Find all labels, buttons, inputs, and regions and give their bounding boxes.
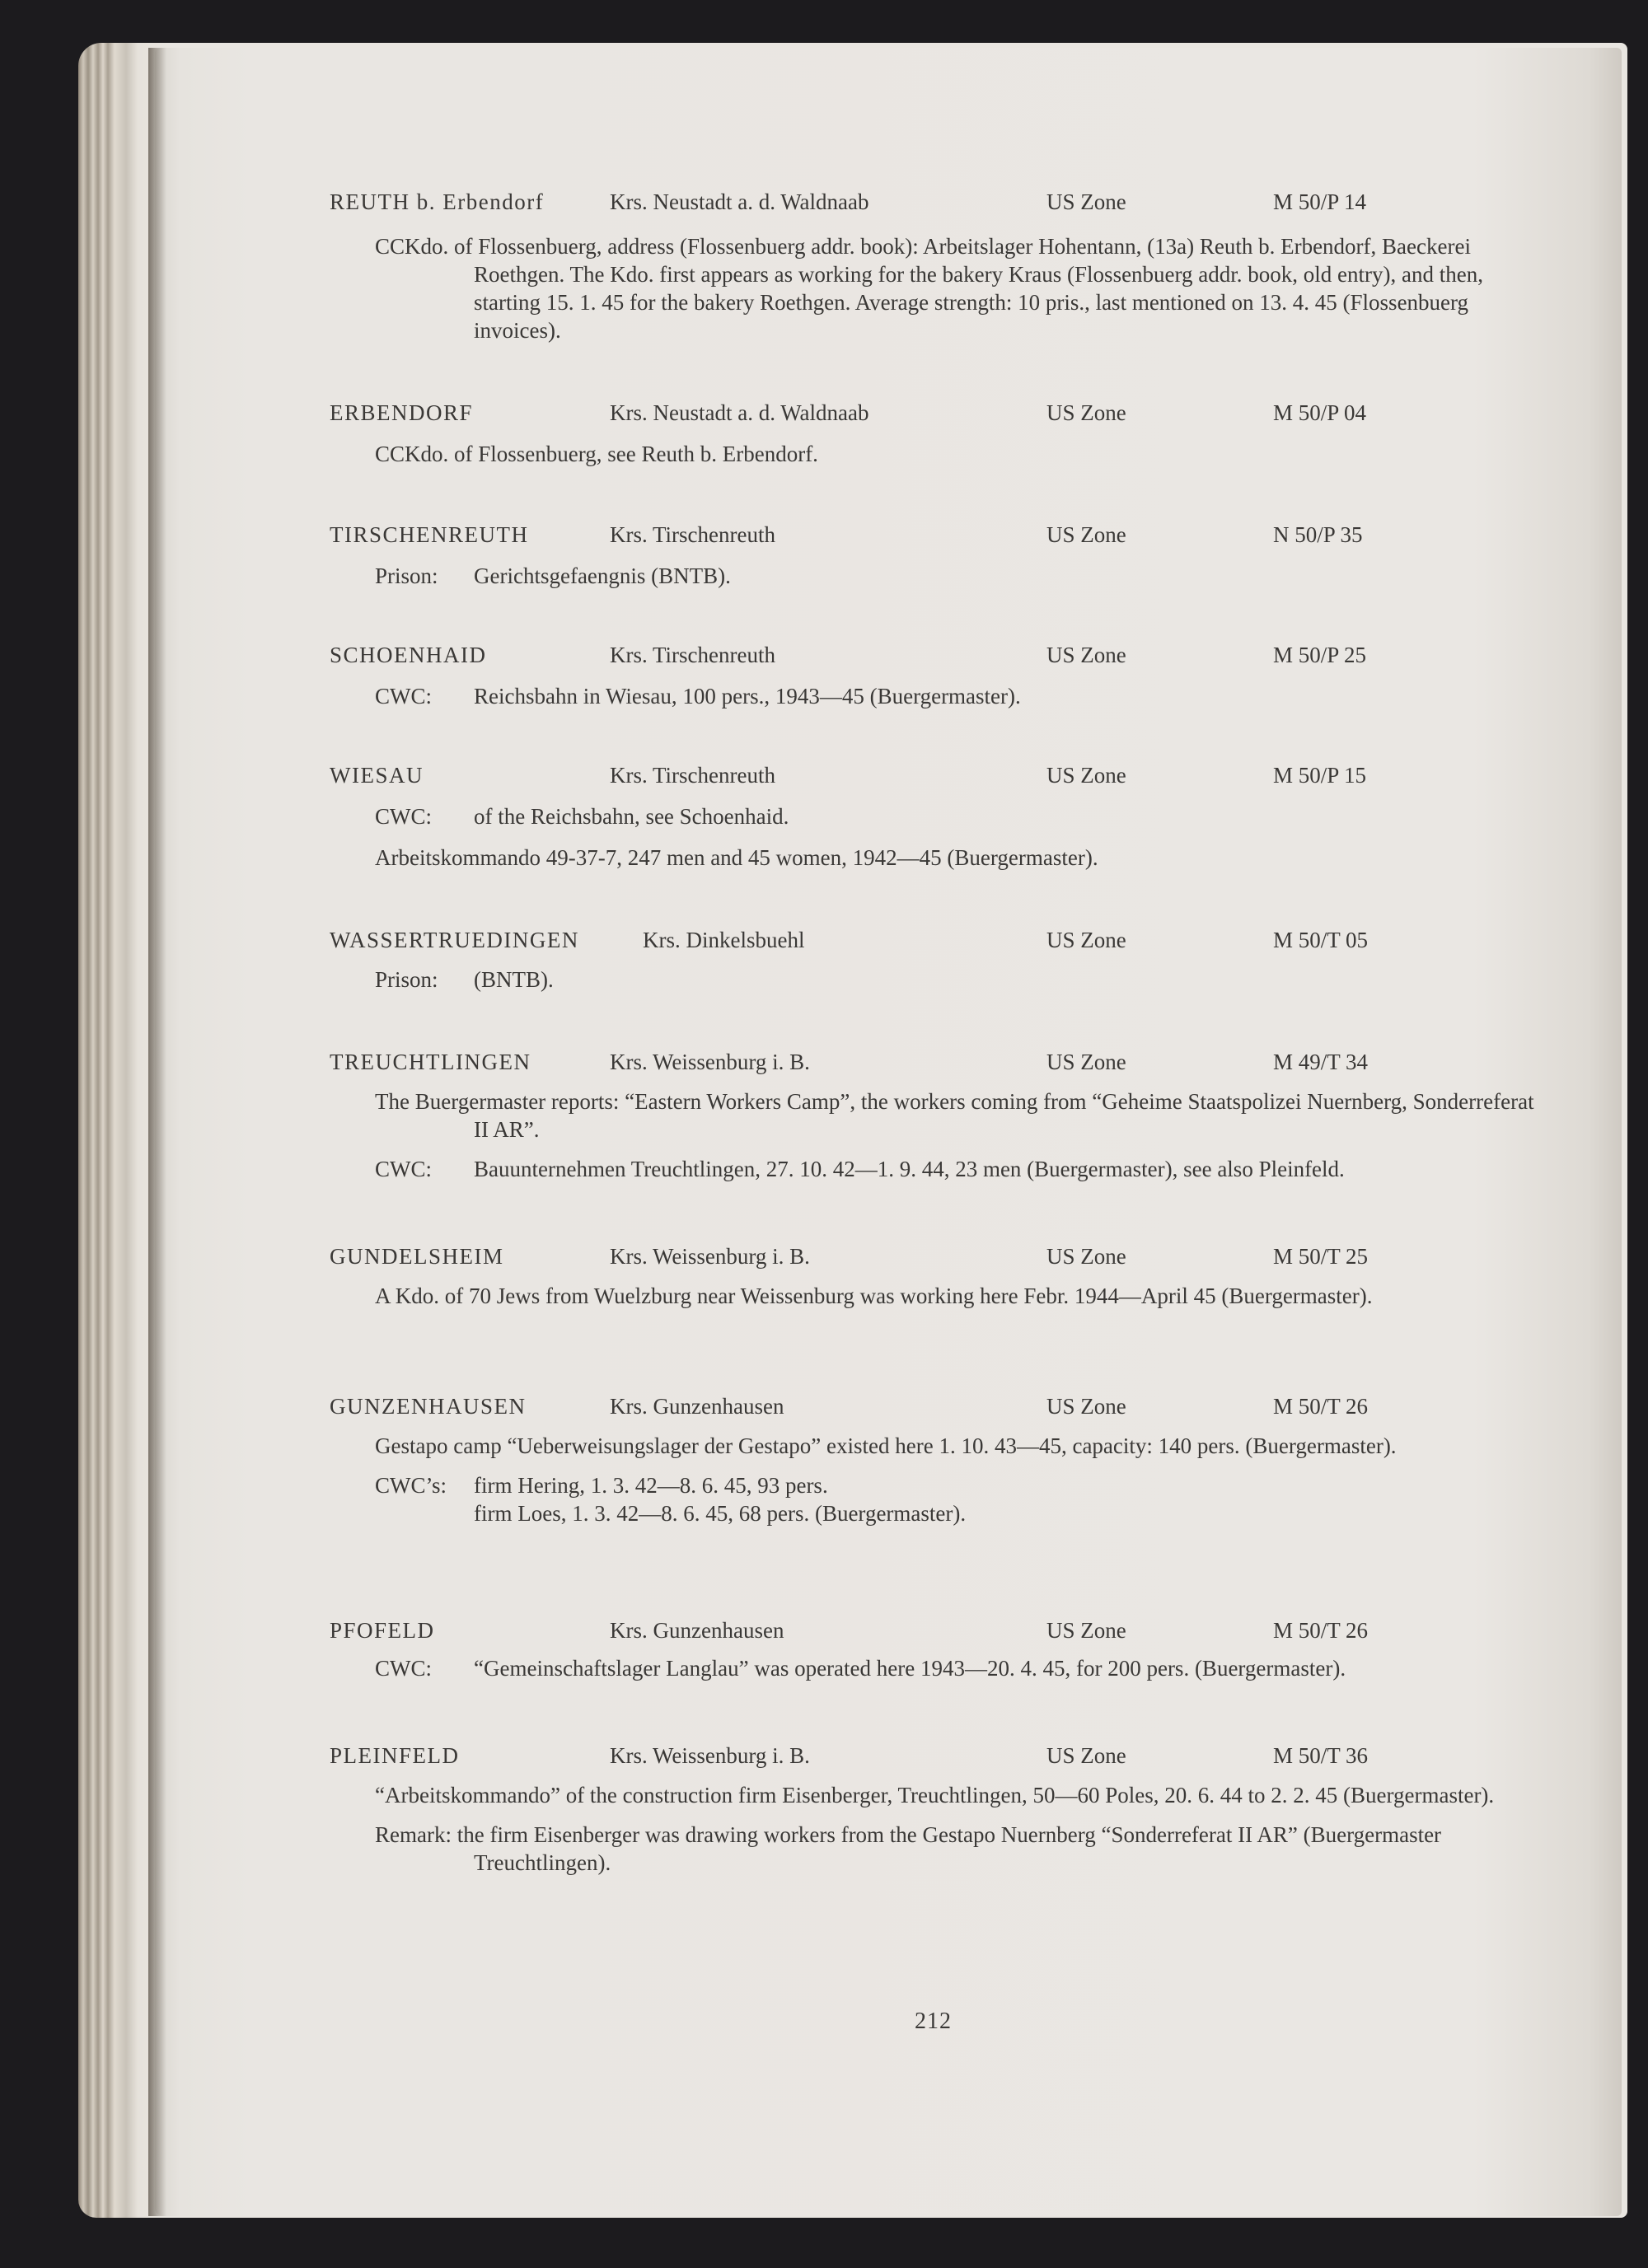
place-name: WIESAU [330,763,424,788]
entry-wiesau [330,761,1549,872]
entry-tirschenreuth [330,521,1549,590]
zone-label: US Zone [1046,1244,1126,1269]
entry-pleinfeld [330,1742,1549,1877]
note-label: Prison: [375,563,438,588]
entry-pfofeld [330,1616,1549,1682]
note-label: CWC: [375,804,433,829]
entry-description: “Arbeitskommando” of the construction firm Eisenberger, Treuchtlingen, 50—60 Poles, 20. 6. 44 to 2. 2. 45 (Buergermaster). [375,1783,1495,1807]
zone-label: US Zone [1046,400,1126,425]
note-text: firm Hering, 1. 3. 42—8. 6. 45, 93 pers. [474,1473,828,1498]
map-grid-ref: M 50/P 14 [1273,189,1367,214]
district-name: Krs. Tirschenreuth [610,522,775,547]
entry-header [330,926,1549,959]
entry-header [330,761,1549,794]
map-grid-ref: M 50/P 15 [1273,763,1367,788]
place-name: GUNDELSHEIM [330,1244,504,1269]
entry-gundelsheim [330,1242,1549,1310]
place-name: SCHOENHAID [330,643,487,667]
entry-note [330,966,1549,994]
entry-header [330,399,1549,432]
entry-erbendorf [330,399,1549,468]
entry-treuchtlingen [330,1048,1549,1183]
binding-gutter [148,48,166,2216]
entry-header [330,188,1549,221]
map-grid-ref: M 50/T 25 [1273,1244,1369,1269]
entry-description: Arbeitskommando 49-37-7, 247 men and 45 women, 1942—45 (Buergermaster). [375,845,1098,870]
district-name: Krs. Weissenburg i. B. [610,1743,810,1768]
district-name: Krs. Tirschenreuth [610,643,775,667]
note-label: CWC: [375,1656,433,1681]
place-name: PFOFELD [330,1618,435,1643]
entry-gunzenhausen [330,1392,1549,1527]
map-grid-ref: M 49/T 34 [1273,1050,1369,1074]
zone-label: US Zone [1046,1394,1126,1419]
place-name: TIRSCHENREUTH [330,522,529,547]
entry-header [330,1616,1549,1649]
note-label: CWC’s: [375,1473,447,1498]
entry-schoenhaid [330,641,1549,710]
entry-note [330,1471,1549,1527]
zone-label: US Zone [1046,189,1126,214]
zone-label: US Zone [1046,1743,1126,1768]
map-grid-ref: M 50/T 26 [1273,1394,1369,1419]
entry-note [330,802,1549,830]
zone-label: US Zone [1046,928,1126,952]
map-grid-ref: M 50/T 05 [1273,928,1369,952]
note-text-continued: firm Loes, 1. 3. 42—8. 6. 45, 68 pers. (Buergermaster). [474,1501,967,1526]
zone-label: US Zone [1046,1050,1126,1074]
district-name: Krs. Tirschenreuth [610,763,775,788]
entry-header [330,1392,1549,1425]
entry-header [330,1742,1549,1775]
page-number: 212 [915,2008,952,2034]
note-text: (BNTB). [474,967,554,992]
entry-description: The Buergermaster reports: “Eastern Workers Camp”, the workers coming from “Geheime Staatspolizei Nuernberg, Sonderreferat II AR”. [375,1089,1534,1142]
entry-wassertruedingen [330,926,1549,994]
note-text: Gerichtsgefaengnis (BNTB). [474,563,731,588]
entry-note [330,562,1549,590]
note-text: of the Reichsbahn, see Schoenhaid. [474,804,789,829]
entry-note [330,1155,1549,1183]
district-name: Krs. Weissenburg i. B. [610,1050,810,1074]
entry-header [330,521,1549,554]
note-label: CWC: [375,1157,433,1181]
entry-description: A Kdo. of 70 Jews from Wuelzburg near Weissenburg was working here Febr. 1944—April 45 (Buergermaster). [375,1284,1373,1308]
note-label: Prison: [375,967,438,992]
entry-note [330,682,1549,710]
district-name: Krs. Dinkelsbuehl [643,928,805,952]
district-name: Krs. Gunzenhausen [610,1394,784,1419]
place-name: GUNZENHAUSEN [330,1394,527,1419]
place-name: TREUCHTLINGEN [330,1050,531,1074]
district-name: Krs. Neustadt a. d. Waldnaab [610,400,869,425]
entry-reuth [330,188,1549,344]
note-label: CWC: [375,684,433,708]
entry-header [330,1048,1549,1081]
district-name: Krs. Neustadt a. d. Waldnaab [610,189,869,214]
map-grid-ref: M 50/P 25 [1273,643,1367,667]
map-grid-ref: M 50/T 26 [1273,1618,1369,1643]
entry-description: Gestapo camp “Ueberweisungslager der Gestapo” existed here 1. 10. 43—45, capacity: 140 pers. (Buergermaster). [375,1433,1397,1458]
zone-label: US Zone [1046,643,1126,667]
note-text: Bauunternehmen Treuchtlingen, 27. 10. 42—1. 9. 44, 23 men (Buergermaster), see also Pleinfeld. [474,1157,1345,1181]
place-name: ERBENDORF [330,400,474,425]
place-name: PLEINFELD [330,1743,460,1768]
note-text: Reichsbahn in Wiesau, 100 pers., 1943—45 (Buergermaster). [474,684,1021,708]
map-grid-ref: M 50/P 04 [1273,400,1367,425]
zone-label: US Zone [1046,1618,1126,1643]
district-name: Krs. Weissenburg i. B. [610,1244,810,1269]
entry-header [330,1242,1549,1275]
entry-remark: Remark: the firm Eisenberger was drawing workers from the Gestapo Nuernberg “Sonderreferat II AR” (Buergermaster Treuchtlingen). [375,1822,1442,1875]
district-name: Krs. Gunzenhausen [610,1618,784,1643]
entry-header [330,641,1549,674]
zone-label: US Zone [1046,763,1126,788]
place-name: WASSERTRUEDINGEN [330,928,579,952]
map-grid-ref: N 50/P 35 [1273,522,1363,547]
entry-description: CCKdo. of Flossenbuerg, address (Flossenbuerg addr. book): Arbeitslager Hohentann, (13a) Reuth b. Erbendorf, Baeckerei Roethgen. The Kdo. first appears as working for the bakery Kraus (Flossenbuerg addr. book, old entry), and then, starting 15. 1. 45 for the bakery Roethgen. Average strength: 10 pris., last mentioned on 13. 4. 45 (Flossenbuerg invoices). [375,234,1483,343]
map-grid-ref: M 50/T 36 [1273,1743,1369,1768]
entry-description: CCKdo. of Flossenbuerg, see Reuth b. Erbendorf. [375,442,818,466]
zone-label: US Zone [1046,522,1126,547]
note-text: “Gemeinschaftslager Langlau” was operated here 1943—20. 4. 45, for 200 pers. (Buergermaster). [474,1656,1346,1681]
place-name: REUTH b. Erbendorf [330,189,545,214]
entry-note [330,1654,1549,1682]
